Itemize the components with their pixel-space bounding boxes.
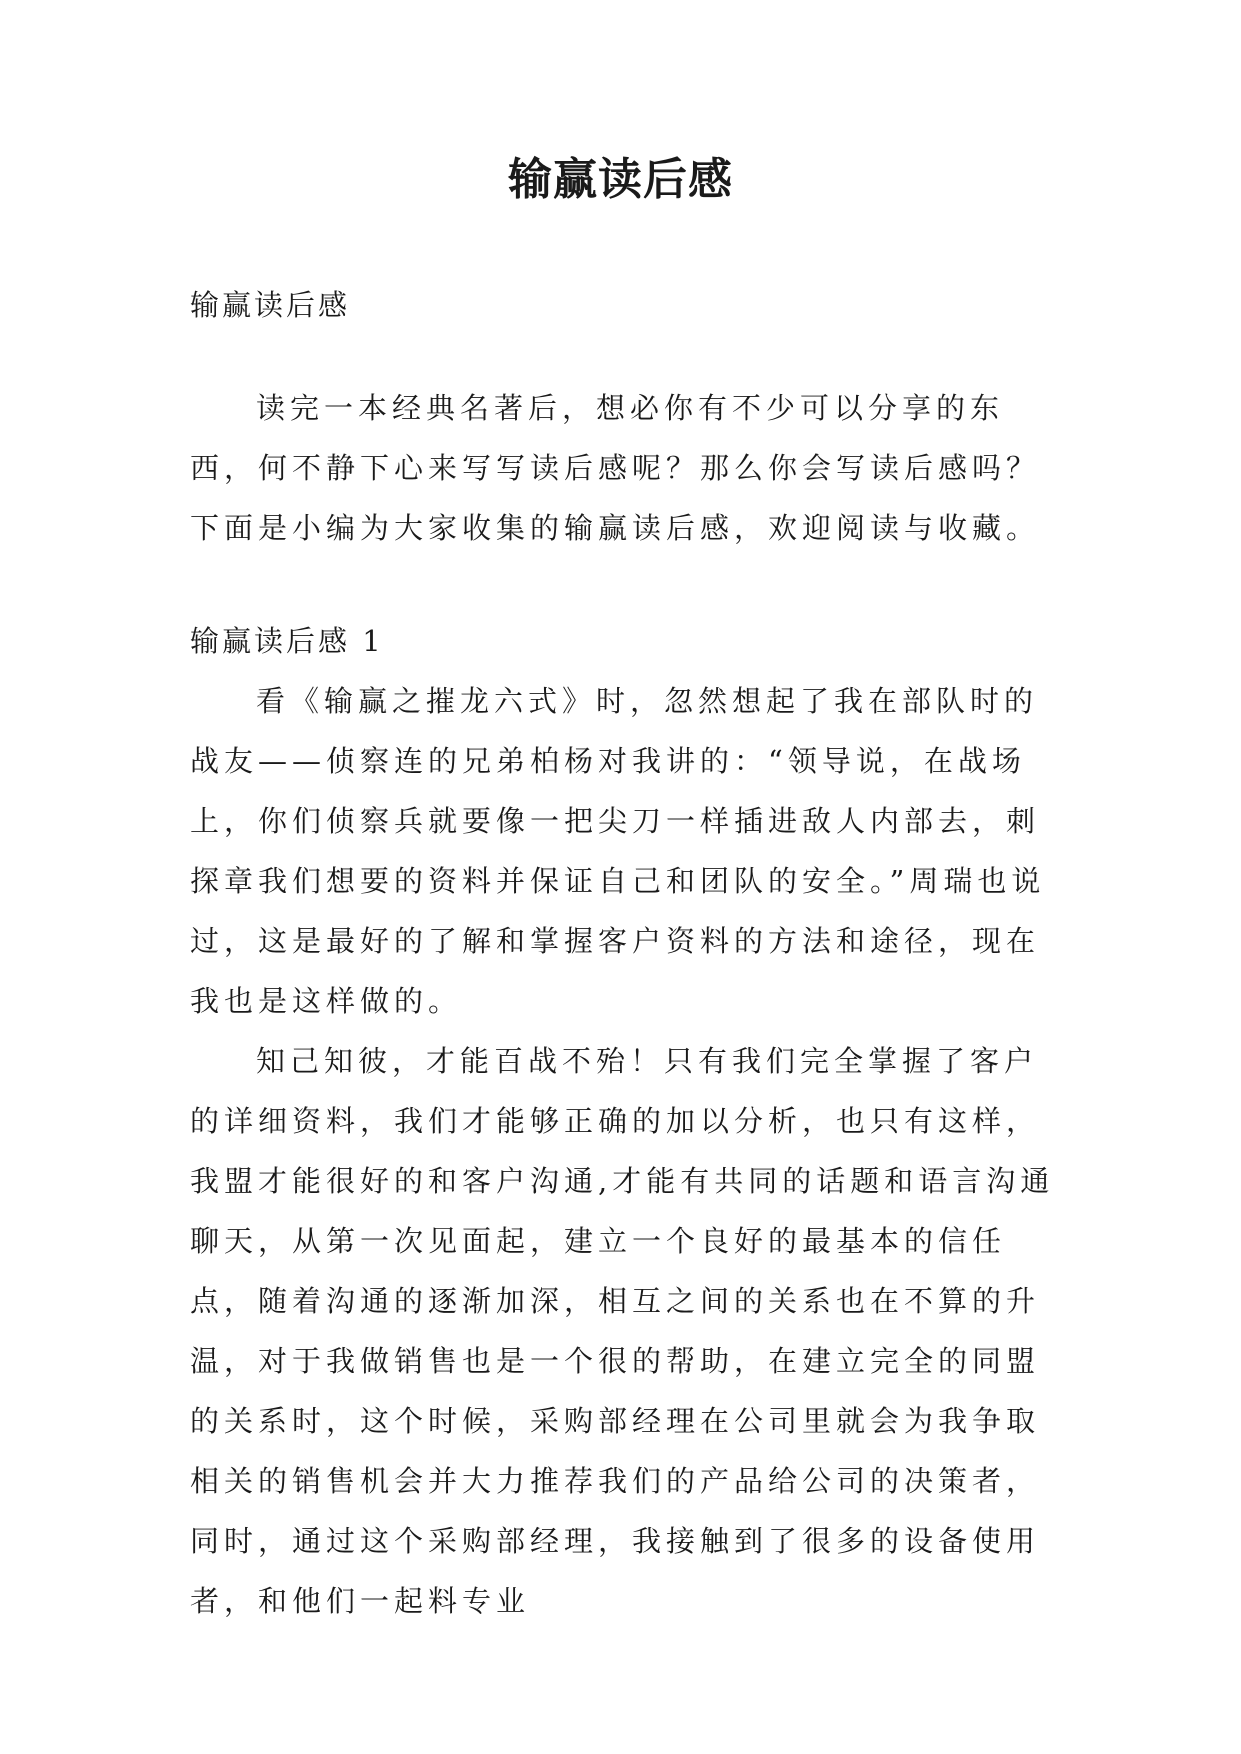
body-paragraph-2: 知己知彼，才能百战不殆！只有我们完全掌握了客户的详细资料，我们才能够正确的加以分析，也只有这样，我盟才能很好的和客户沟通,才能有共同的话题和语言沟通聊天，从第一次见面起，建立一个良好的最基本的信任点，随着沟通的逐渐加深，相互之间的关系也在不算的升温，对于我做销售也是一个很的帮助，在建立完全的同盟的关系时，这个时候，采购部经理在公司里就会为我争取相关的销售机会并大力推荐我们的产品给公司的决策者，同时，通过这个采购部经理，我接触到了很多的设备使用者，和他们一起料专业 bbox=[190, 1044, 1055, 1618]
document-subtitle: 输赢读后感 bbox=[190, 288, 351, 322]
body-paragraph-1: 看《输赢之摧龙六式》时，忽然想起了我在部队时的战友——侦察连的兄弟柏杨对我讲的：“领导说，在战场上，你们侦察兵就要像一把尖刀一样插进敌人内部去，刺探章我们想要的资料并保证自己和团队的安全。”周瑞也说过，这是最好的了解和掌握客户资料的方法和途径，现在我也是这样做的。 bbox=[190, 684, 1046, 1018]
section-heading: 输赢读后感 1 bbox=[190, 624, 384, 658]
document-body bbox=[190, 285, 1060, 1631]
intro-paragraph: 读完一本经典名著后，想必你有不少可以分享的东西，何不静下心来写写读后感呢？那么你会写读后感吗？下面是小编为大家收集的输赢读后感，欢迎阅读与收藏。 bbox=[190, 391, 1041, 545]
document-title: 输赢读后感 bbox=[508, 154, 733, 205]
